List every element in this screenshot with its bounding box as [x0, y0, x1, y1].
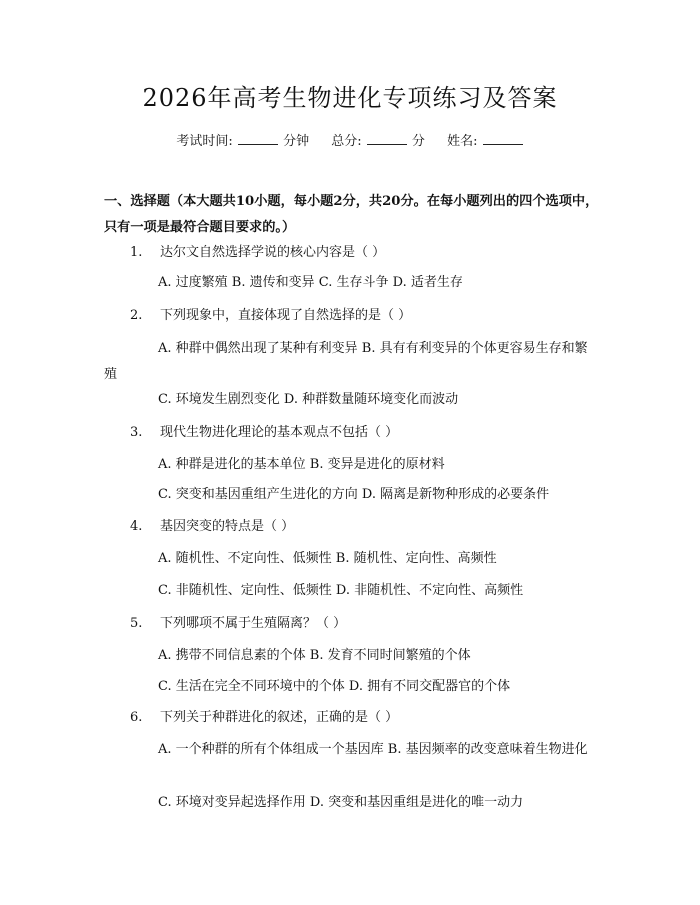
document-title: 2026年高考生物进化专项练习及答案 — [142, 84, 558, 112]
student-name-blank — [483, 131, 523, 145]
question-stem — [104, 705, 604, 731]
question-options: C. 突变和基因重组产生进化的方向 D. 隔离是新物种形成的必要条件 — [158, 487, 550, 502]
student-name-field — [447, 131, 524, 152]
question-options: C. 环境对变异起选择作用 D. 突变和基因重组是进化的唯一动力 — [158, 795, 524, 810]
question-text: 下列哪项不属于生殖隔离？（ ） — [160, 616, 347, 631]
total-score-unit: 分 — [411, 134, 425, 149]
question-text: 下列现象中，直接体现了自然选择的是（ ） — [160, 308, 412, 323]
question-options: A. 过度繁殖 B. 遗传和变异 C. 生存斗争 D. 适者生存 — [158, 275, 463, 290]
total-score-blank — [367, 131, 407, 145]
section-heading: 一、选择题（本大题共10小题，每小题2分，共20分。在每小题列出的四个选项中，只有一项是最符合题目要求的。） — [104, 194, 599, 235]
student-name-label: 姓名: — [447, 134, 478, 149]
question-number: 2. — [130, 308, 143, 323]
question-number: 5. — [130, 616, 143, 631]
question-stem — [104, 240, 604, 266]
question-stem — [104, 420, 604, 446]
exam-time-label: 考试时间: — [176, 134, 233, 149]
question-stem — [104, 303, 604, 329]
exam-time-blank — [238, 131, 278, 145]
exam-time-unit: 分钟 — [283, 134, 310, 149]
question-text: 下列关于种群进化的叙述，正确的是（ ） — [160, 710, 399, 725]
exam-info-line — [0, 131, 700, 152]
question-stem — [104, 514, 604, 540]
question-options: A. 一个种群的所有个体组成一个基因库 B. 基因频率的改变意味着生物进化 — [158, 742, 588, 757]
question-options: C. 生活在完全不同环境中的个体 D. 拥有不同交配器官的个体 — [158, 679, 511, 694]
question-options: A. 携带不同信息素的个体 B. 发育不同时间繁殖的个体 — [158, 648, 471, 663]
question-number: 4. — [130, 519, 143, 534]
question-text: 现代生物进化理论的基本观点不包括（ ） — [160, 425, 399, 440]
question-text: 达尔文自然选择学说的核心内容是（ ） — [160, 245, 386, 260]
question-number: 3. — [130, 425, 143, 440]
question-options: A. 种群是进化的基本单位 B. 变异是进化的原材料 — [158, 457, 445, 472]
total-score-field — [331, 131, 425, 152]
question-options: A. 种群中偶然出现了某种有利变异 B. 具有有利变异的个体更容易生存和繁殖 — [104, 341, 588, 382]
question-options: A. 随机性、不定向性、低频性 B. 随机性、定向性、高频性 — [158, 551, 497, 566]
question-text: 基因突变的特点是（ ） — [160, 519, 295, 534]
total-score-label: 总分: — [331, 134, 362, 149]
exam-time-field — [176, 131, 309, 152]
question-number: 1. — [130, 245, 143, 260]
question-stem — [104, 611, 604, 637]
question-number: 6. — [130, 710, 143, 725]
question-options: C. 非随机性、定向性、低频性 D. 非随机性、不定向性、高频性 — [158, 583, 524, 598]
question-options: C. 环境发生剧烈变化 D. 种群数量随环境变化而波动 — [158, 392, 459, 407]
